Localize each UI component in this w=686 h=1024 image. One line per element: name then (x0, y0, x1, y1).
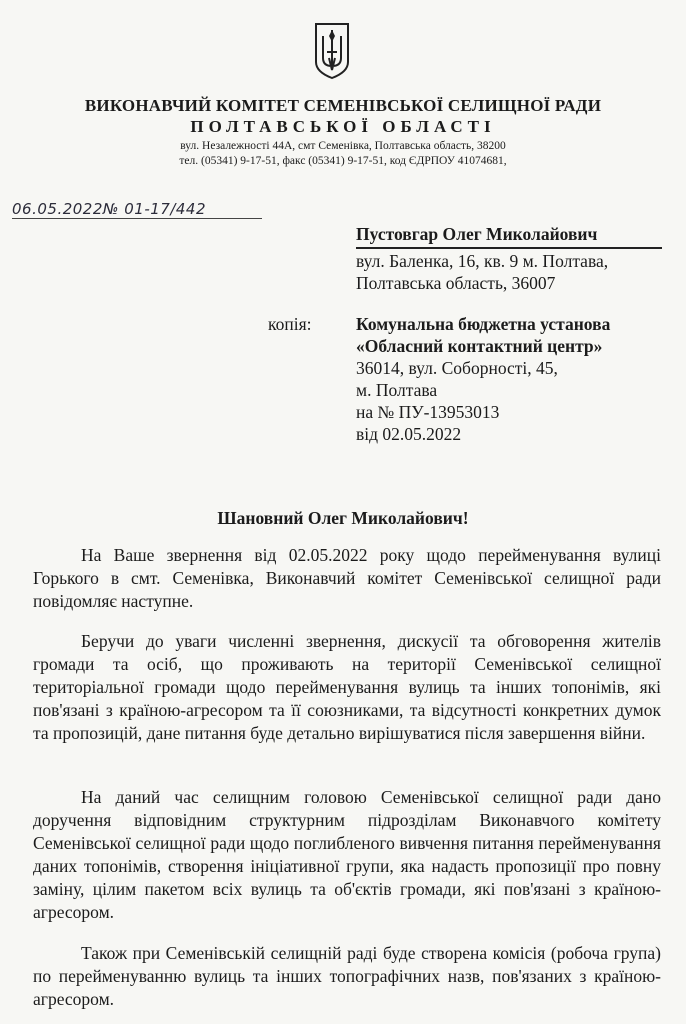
org-title: ВИКОНАВЧИЙ КОМІТЕТ СЕМЕНІВСЬКОЇ СЕЛИЩНОЇ РАДИ (84, 96, 602, 115)
copy-address-line1: 36014, вул. Соборності, 45, (356, 358, 558, 378)
copy-org-line2: «Обласний контактний центр» (356, 336, 603, 356)
copy-ref-number: на № ПУ-13953013 (356, 402, 500, 422)
copy-org-line1: Комунальна бюджетна установа (356, 314, 611, 334)
paragraph: На Ваше звернення від 02.05.2022 року щодо перейменування вулиці Горького в смт. Семенівка, Виконавчий комітет Семенівської селищної ради повідомляє наступне. (33, 545, 661, 611)
recipient-address-line1: вул. Баленка, 16, кв. 9 м. Полтава, (356, 251, 609, 271)
copy-label: копія: (268, 314, 312, 334)
greeting: Шановний Олег Миколайович! (217, 508, 469, 528)
org-address: вул. Незалежності 44А, смт Семенівка, Полтавська область, 38200 (180, 140, 506, 152)
paragraph: На даний час селищним головою Семенівської селищної ради дано доручення відповідним структурним підрозділам Виконавчого комітету Семенівської селищної ради щодо поглибленого вивчення питання перейменування даних топонімів, створення ініціативної групи, яка надасть пропозиції про повну заміну, цілим пакетом всіх вулиць та об'єктів громади, які пов'язані з країною-агресором. (33, 787, 661, 922)
outgoing-number-line (12, 218, 262, 219)
copy-address-line2: м. Полтава (356, 380, 438, 400)
recipient-name: Пустовгар Олег Миколайович (356, 224, 598, 244)
org-region: ПОЛТАВСЬКОЇ ОБЛАСТІ (190, 117, 496, 136)
outgoing-number: 06.05.2022№ 01-17/442 (12, 200, 207, 218)
paragraph: Беручи до уваги численні звернення, дискусії та обговорення жителів громади та осіб, що проживають на території Семенівської селищної територіальної громади щодо перейменування вулиць та інших топонімів, які пов'язані з країною-агресором та її союзниками, та відсутності конкретних думок та пропозицій, дане питання буде детально вирішуватися після завершення війни. (33, 631, 661, 743)
paragraph: Також при Семенівській селищній раді буде створена комісія (робоча група) по перейменуванню вулиць та інших топографічних назв, пов'язаних з країною-агресором. (33, 943, 661, 1009)
org-contacts: тел. (05341) 9-17-51, факс (05341) 9-17-51, код ЄДРПОУ 41074681, (179, 155, 507, 167)
recipient-underline (356, 247, 662, 249)
trident-icon (312, 22, 352, 80)
recipient-address-line2: Полтавська область, 36007 (356, 273, 556, 293)
copy-ref-date: від 02.05.2022 (356, 424, 462, 444)
